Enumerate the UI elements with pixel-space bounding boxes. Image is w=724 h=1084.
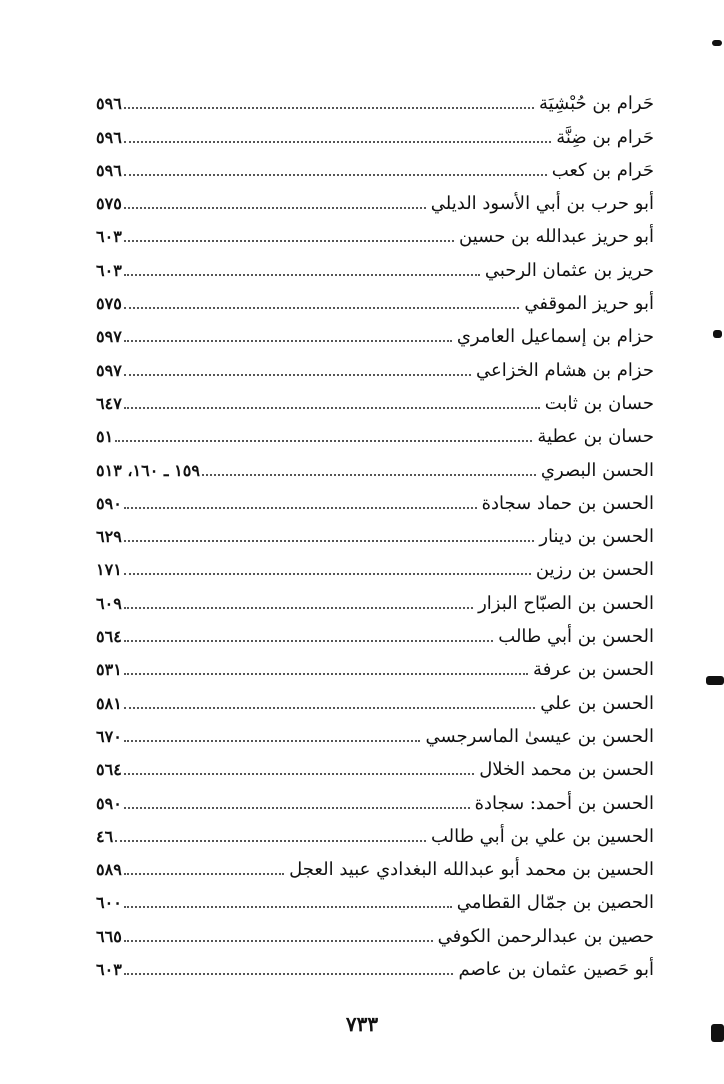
- index-entry: [96, 914, 654, 947]
- dot-leader: [124, 973, 454, 975]
- index-entry: [96, 248, 654, 281]
- dot-leader: [115, 440, 532, 442]
- entry-page-ref: ٥٩٠: [96, 493, 122, 513]
- entry-page-ref: ٥٩٦: [96, 94, 122, 114]
- page-number: ٧٣٣: [345, 1012, 379, 1036]
- dot-leader: [124, 873, 284, 875]
- entry-name: الحسن بن عيسىٰ الماسرجسي: [425, 725, 654, 747]
- index-entry: [96, 615, 654, 648]
- dot-leader: [124, 340, 452, 342]
- entry-name: حصين بن عبدالرحمن الكوفي: [437, 925, 654, 947]
- index-entry: [96, 715, 654, 748]
- index-entry: [96, 482, 654, 515]
- entry-page-ref: ٥٧٥: [96, 294, 122, 314]
- entry-page-ref: ٦٢٩: [96, 527, 122, 547]
- dot-leader: [124, 274, 480, 276]
- index-entry: [96, 215, 654, 248]
- entry-name: حزام بن إسماعيل العامري: [456, 326, 654, 348]
- entry-page-ref: ١٥٩ ـ ١٦٠، ٥١٣: [96, 460, 200, 480]
- dot-leader: [124, 407, 540, 409]
- index-entry: [96, 781, 654, 814]
- index-entry: [96, 382, 654, 415]
- index-entry: [96, 115, 654, 148]
- dot-leader: [124, 707, 535, 709]
- entry-page-ref: ٥٧٥: [96, 194, 122, 214]
- dot-leader: [124, 673, 528, 675]
- dot-leader: [124, 307, 520, 309]
- entry-page-ref: ٦٦٥: [96, 926, 122, 946]
- entry-page-ref: ٥٦٤: [96, 760, 122, 780]
- entry-name: الحسن بن حماد سجادة: [481, 492, 654, 514]
- entry-name: حَرام بن حُبْشِيَة: [538, 93, 654, 115]
- entry-page-ref: ٥٦٤: [96, 627, 122, 647]
- index-entry: [96, 149, 654, 182]
- dot-leader: [124, 174, 547, 176]
- dot-leader: [124, 540, 535, 542]
- dot-leader: [202, 474, 536, 476]
- binding-mark: [713, 330, 722, 338]
- entry-name: حسان بن ثابت: [544, 392, 654, 414]
- dot-leader: [124, 240, 454, 242]
- index-entry: [96, 515, 654, 548]
- index-entry-list: [96, 82, 654, 982]
- dot-leader: [124, 374, 471, 376]
- entry-name: الحسن بن علي: [540, 692, 654, 714]
- entry-page-ref: ٥٩٦: [96, 127, 122, 147]
- index-entry: [96, 82, 654, 115]
- dot-leader: [124, 607, 473, 609]
- dot-leader: [124, 107, 534, 109]
- entry-name: الحصين بن جمّال القطامي: [456, 892, 654, 914]
- index-entry: [96, 448, 654, 481]
- index-entry: [96, 848, 654, 881]
- dot-leader: [124, 807, 470, 809]
- index-entry: [96, 282, 654, 315]
- entry-name: أبو حرب بن أبي الأسود الديلي: [430, 193, 654, 215]
- index-entry: [96, 415, 654, 448]
- index-entry: [96, 648, 654, 681]
- dot-leader: [115, 840, 426, 842]
- entry-name: الحسن بن الصبّاح البزار: [478, 592, 654, 614]
- entry-page-ref: ٦٠٠: [96, 893, 122, 913]
- entry-page-ref: ٥٩٦: [96, 160, 122, 180]
- entry-name: أبو حريز الموقفي: [524, 293, 654, 315]
- entry-page-ref: ٥٣١: [96, 660, 122, 680]
- index-entry: [96, 548, 654, 581]
- entry-name: الحسن البصري: [540, 459, 654, 481]
- binding-mark: [711, 1024, 724, 1042]
- entry-name: الحسن بن عرفة: [533, 659, 654, 681]
- index-entry: [96, 948, 654, 981]
- entry-name: الحسن بن أبي طالب: [498, 626, 654, 648]
- entry-name: حريز بن عثمان الرحبي: [484, 259, 654, 281]
- entry-name: حَرام بن ضِنَّة: [556, 126, 654, 148]
- entry-page-ref: ٦٠٣: [96, 960, 122, 980]
- dot-leader: [124, 640, 493, 642]
- entry-page-ref: ٤٦: [96, 826, 114, 846]
- entry-name: الحسن بن أحمد: سجادة: [474, 792, 654, 814]
- dot-leader: [124, 906, 452, 908]
- entry-page-ref: ٦٠٩: [96, 593, 122, 613]
- entry-page-ref: ٦٠٣: [96, 260, 122, 280]
- entry-page-ref: ٥٨٩: [96, 860, 122, 880]
- index-entry: [96, 182, 654, 215]
- index-entry: [96, 815, 654, 848]
- entry-name: أبو حَصين عثمان بن عاصم: [458, 959, 654, 981]
- dot-leader: [124, 773, 474, 775]
- entry-name: حَرام بن كعب: [551, 159, 654, 181]
- entry-page-ref: ٦٧٠: [96, 726, 122, 746]
- index-entry: [96, 748, 654, 781]
- entry-page-ref: ٦٠٣: [96, 227, 122, 247]
- binding-mark: [706, 676, 724, 685]
- entry-name: الحسين بن علي بن أبي طالب: [430, 825, 654, 847]
- entry-page-ref: ٥٨١: [96, 693, 122, 713]
- index-entry: [96, 881, 654, 914]
- entry-page-ref: ٥٩٠: [96, 793, 122, 813]
- entry-name: الحسن بن رزين: [535, 559, 654, 581]
- entry-page-ref: ٥١: [96, 427, 114, 447]
- entry-page-ref: ٥٩٧: [96, 327, 122, 347]
- index-entry: [96, 581, 654, 614]
- entry-name: أبو حريز عبدالله بن حسين: [459, 226, 654, 248]
- dot-leader: [124, 940, 433, 942]
- binding-mark: [712, 40, 722, 46]
- index-entry: [96, 681, 654, 714]
- index-entry: [96, 315, 654, 348]
- dot-leader: [124, 141, 551, 143]
- entry-name: الحسين بن محمد أبو عبدالله البغدادي عبيد العجل: [289, 859, 654, 881]
- dot-leader: [124, 507, 477, 509]
- index-entry: [96, 348, 654, 381]
- dot-leader: [124, 573, 531, 575]
- entry-name: حزام بن هشام الخزاعي: [475, 359, 654, 381]
- entry-page-ref: ٥٩٧: [96, 360, 122, 380]
- dot-leader: [124, 207, 426, 209]
- entry-name: الحسن بن دينار: [539, 526, 654, 548]
- entry-page-ref: ٦٤٧: [96, 393, 122, 413]
- entry-name: حسان بن عطية: [537, 426, 654, 448]
- entry-name: الحسن بن محمد الخلال: [479, 759, 654, 781]
- entry-page-ref: ١٧١: [96, 560, 122, 580]
- dot-leader: [124, 740, 421, 742]
